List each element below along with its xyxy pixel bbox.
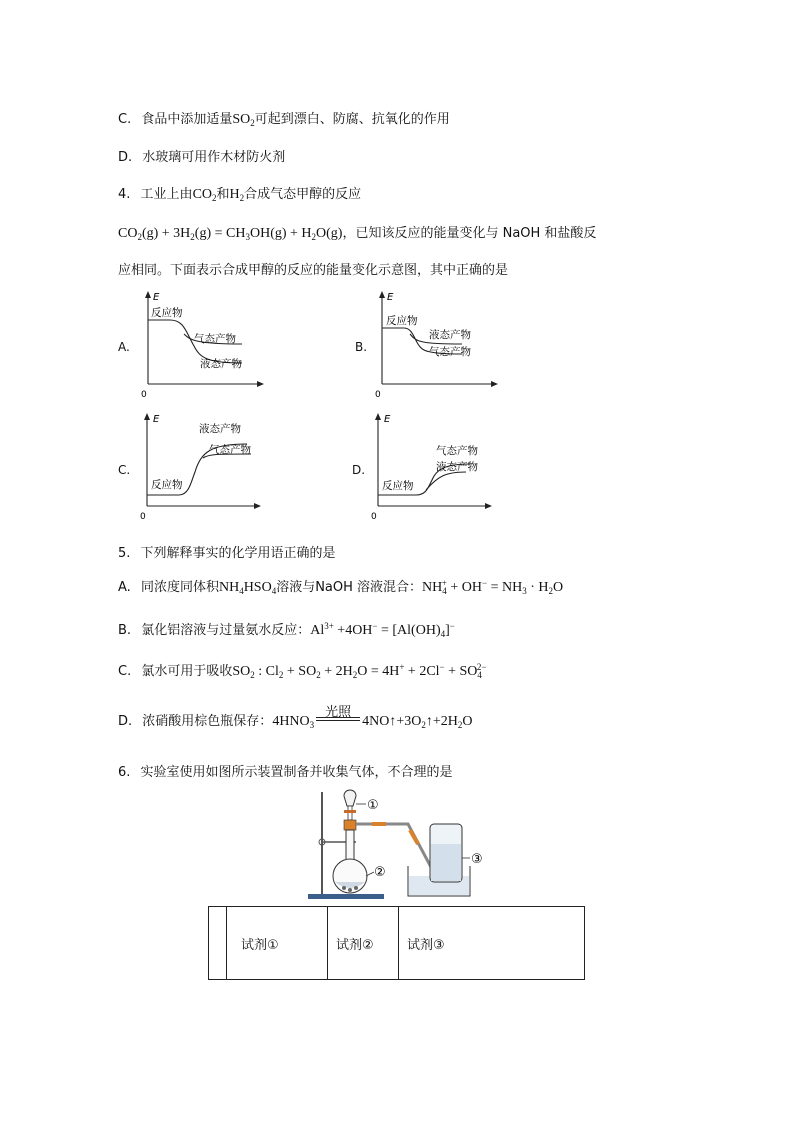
table-header-blank: [209, 907, 227, 980]
option-c-equation: $SO_2$ : $Cl_2 + SO_2 + 2H_2O = 4H^+ + 2Cl^- + SO_4^{2-}$: [232, 662, 487, 680]
option-d-equation: $4HNO_3$ 光照 $4NO↑+3O_2↑+2H_2O$: [272, 705, 473, 730]
q4-equation-line: $CO_2(g) + 3H_2(g) = CH_3OH(g) + H_2O(g)$，已知该反应的能量变化与 NaOH 和盐酸反: [118, 226, 597, 242]
svg-text:0: 0: [141, 390, 147, 400]
svg-text:E: E: [153, 292, 160, 303]
svg-text:E: E: [387, 292, 394, 303]
svg-text:③: ③: [471, 852, 483, 867]
svg-text:反应物: 反应物: [151, 307, 183, 319]
table-header-reagent-3: 试剂③: [399, 907, 585, 980]
q5-stem: 5. 下列解释事实的化学用语正确的是: [118, 546, 336, 561]
svg-text:液态产物: 液态产物: [436, 461, 478, 473]
option-a-equation: $NH_4^+ + OH^- = NH_3 \cdot H_2O$: [422, 578, 564, 596]
q3-option-c: C. 食品中添加适量$SO_2$可起到漂白、防腐、抗氧化的作用: [118, 112, 450, 128]
table-header-reagent-2: 试剂②: [328, 907, 399, 980]
energy-graph-c: [135, 410, 265, 522]
energy-graph-b: [372, 288, 502, 400]
q5-option-b: B. 氯化铝溶液与过量氨水反应：$Al^{3+} +4OH^- = [Al(OH)_4]^-$: [118, 621, 455, 639]
svg-text:气态产物: 气态产物: [436, 445, 478, 457]
q6-stem: 6. 实验室使用如图所示装置制备并收集气体，不合理的是: [118, 765, 453, 780]
svg-text:0: 0: [371, 512, 377, 522]
q4-stem-line3: 应相同。下面表示合成甲醇的反应的能量变化示意图，其中正确的是: [118, 263, 509, 278]
svg-text:液态产物: 液态产物: [200, 358, 242, 370]
svg-text:0: 0: [140, 512, 146, 522]
svg-text:反应物: 反应物: [386, 315, 418, 327]
methanol-equation: $CO_2(g) + 3H_2(g) = CH_3OH(g) + H_2O(g)$: [118, 226, 343, 242]
svg-text:①: ①: [367, 798, 379, 813]
svg-text:液态产物: 液态产物: [429, 329, 471, 341]
reagents-table: [208, 906, 585, 980]
svg-text:液态产物: 液态产物: [199, 423, 241, 435]
light-condition: 光照: [316, 721, 360, 725]
table-row: [209, 907, 585, 980]
q5-option-d: D. 浓硝酸用棕色瓶保存：$4HNO_3$ 光照 $4NO↑+3O_2↑+2H_2O$: [118, 705, 473, 730]
so2-formula: $SO_2$: [232, 112, 255, 128]
q5-option-a: A. 同浓度同体积$NH_4HSO_4$溶液与NaOH 溶液混合：$NH_4^+ + OH^- = NH_3 \cdot H_2O$: [118, 578, 564, 596]
svg-text:气态产物: 气态产物: [209, 444, 251, 456]
apparatus-diagram: [290, 784, 500, 904]
option-b-equation: $Al^{3+} +4OH^- = [Al(OH)_4]^-$: [310, 621, 455, 639]
energy-graph-d: [366, 410, 496, 522]
svg-text:E: E: [384, 414, 391, 425]
graph-c-label: C.: [118, 463, 131, 477]
q5-option-c: C. 氯水可用于吸收$SO_2$ : $Cl_2 + SO_2 + 2H_2O = 4H^+ + 2Cl^- + SO_4^{2-}$: [118, 662, 487, 680]
q4-stem-line1: 4. 工业上由$CO_2$和$H_2$合成气态甲醇的反应: [118, 187, 362, 203]
graph-b-label: B.: [355, 340, 368, 354]
graph-a-label: A.: [118, 340, 130, 354]
svg-text:反应物: 反应物: [382, 480, 414, 492]
svg-text:0: 0: [375, 390, 381, 400]
graph-d-label: D.: [352, 463, 366, 477]
svg-text:反应物: 反应物: [151, 479, 183, 491]
energy-graph-a: [138, 288, 268, 400]
svg-text:气态产物: 气态产物: [429, 346, 471, 358]
svg-text:E: E: [153, 414, 160, 425]
q3-option-d: D. 水玻璃可用作木材防火剂: [118, 150, 286, 165]
svg-text:②: ②: [374, 865, 386, 880]
svg-text:气态产物: 气态产物: [194, 333, 236, 345]
table-header-reagent-1: 试剂①: [227, 907, 328, 980]
